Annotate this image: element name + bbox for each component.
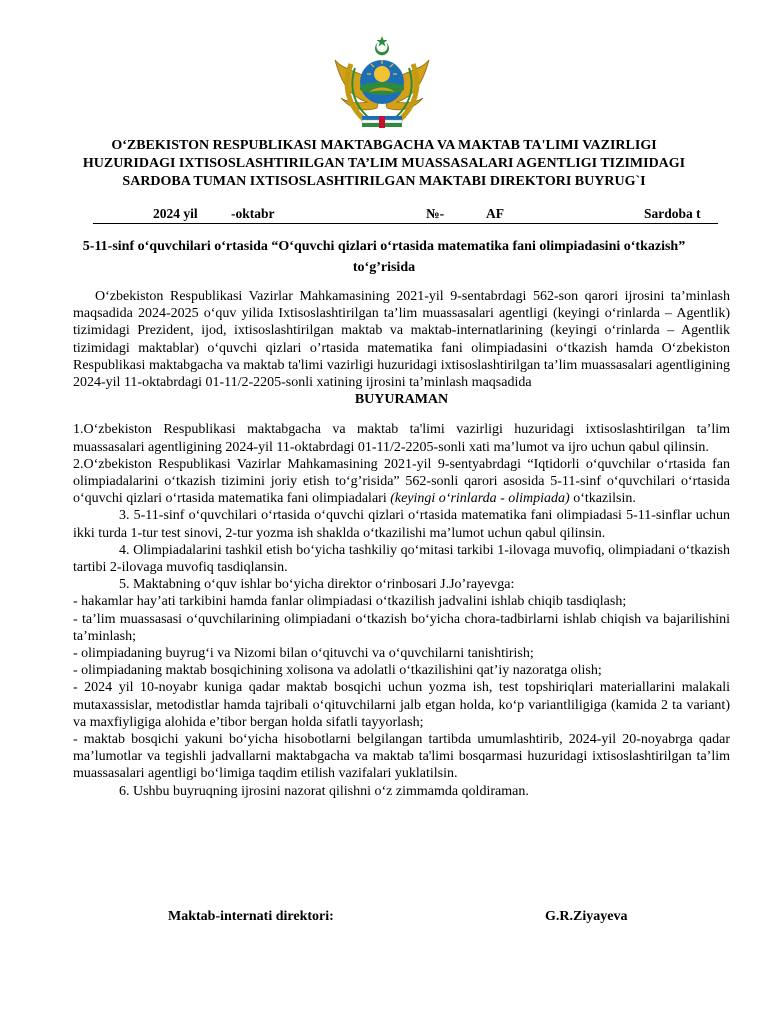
header-line-1: O‘ZBEKISTON RESPUBLIKASI MAKTABGACHA VA MAKTAB TA'LIMI VAZIRLIGI xyxy=(111,138,657,153)
item-5: 5. Maktabning o‘quv ishlar bo‘yicha direktor o‘rinbosari J.Jo’rayevga: xyxy=(119,577,515,593)
order-topic xyxy=(40,236,728,278)
order-word: BUYURAMAN xyxy=(354,392,449,408)
document-header xyxy=(60,137,708,191)
order-body xyxy=(73,288,730,800)
item-6: 6. Ushbu buyruqning ijrosini nazorat qilishni o‘z zimmamda qoldiraman. xyxy=(119,783,529,799)
duty-1: - hakamlar hay’ati tarkibini hamda fanlar olimpiadasi o‘tkazilish jadvalini ishlab chiqib tasdiqlash; xyxy=(73,594,627,610)
header-line-2: HUZURIDAGI IXTISOSLASHTIRILGAN TA’LIM MUASSASALARI AGENTLIGI TIZIMIDAGI xyxy=(82,156,686,171)
order-year: 2024 yil xyxy=(153,206,198,221)
order-number-label: №- xyxy=(426,206,445,221)
order-place: Sardoba t xyxy=(644,206,701,221)
topic-line-2: to‘g’risida xyxy=(352,260,416,275)
duty-3: - olimpiadaning buyrug‘i va Nizomi bilan o‘qituvchi va o‘quvchilarni tanishtirish; xyxy=(73,646,534,662)
item-3: 3. 5-11-sinf o‘quvchilari o‘rtasida o‘quvchi qizlari o‘rtasida matematika fani olimpiadasi 5-11-sinflar uchun ikki turda 1-tur test sinovi, 2-tur yozma ish shaklda o‘tkazilishi ma’lumot uchun qabul qilinsin. xyxy=(73,508,730,541)
order-number-value: AF xyxy=(486,206,504,221)
item-1: 1.O‘zbekiston Respublikasi maktabgacha va maktab ta'limi vazirligi huzuridagi ixtisoslashtirilgan ta’lim muassasalari agentligining 2024-yil 11-oktabrdagi 01-11/2-2205-sonli xati ma’lumot va ijro uchun qabul qilinsin. xyxy=(73,422,730,455)
header-line-3: SARDOBA TUMAN IXTISOSLASHTIRILGAN MAKTABI DIREKTORI BUYRUG`I xyxy=(122,174,646,189)
duty-2: - ta’lim muassasasi o‘quvchilarining olimpiadani o‘tkazish bo‘yicha chora-tadbirlarni ishlab chiqish va bajarilishini ta’minlash; xyxy=(73,611,730,644)
signature-title: Maktab-internati direktori: xyxy=(168,909,334,924)
item-2-italic: (keyingi o‘rinlarda - olimpiada) xyxy=(390,491,570,507)
duty-5: - 2024 yil 10-noyabr kuniga qadar maktab bosqichi uchun yozma ish, test topshiriqlari materiallarini malakali mutaxassislar, metodistlar hamda tajribali o‘qituvchilarni jalb etgan holda, ko‘p variantliligiga (kamida 2 ta variant) va maxfiyligiga alohida e’tibor bergan holda sifatli tayyorlash; xyxy=(73,680,730,730)
duty-4: - olimpiadaning maktab bosqichining xolisona va adolatli o‘tkazilishini qat’iy nazoratga olish; xyxy=(73,663,602,679)
item-4: 4. Olimpiadalarini tashkil etish bo‘yicha tashkiliy qo‘mitasi tarkibi 1-ilovaga muvofiq, olimpiadani o‘tkazish tartibi 2-ilovaga muvofiq tasdiqlansin. xyxy=(73,542,730,576)
signature-name: G.R.Ziyayeva xyxy=(545,909,628,924)
duty-6: - maktab bosqichi yakuni bo‘yicha hisobotlarni belgilangan tartibda umumlashtirib, 2024-yil 20-noyabrga qadar ma’lumotlar va tegishli jadvallarni maktabgacha va maktab ta'limi bosqarmasi huzuridagi ixtisoslashtirilgan ta’lim muassasalari agentligi bo‘limiga taqdim etilish vazifalari yuklatilsin. xyxy=(73,732,730,782)
order-month: -oktabr xyxy=(231,206,275,221)
intro-paragraph: O‘zbekiston Respublikasi Vazirlar Mahkamasining 2021-yil 9-sentabrdagi 562-son qarori ijrosini ta’minlash maqsadida 2024-2025 o‘quv yilida Ixtisoslashtirilgan ta’lim muassasalari agentligi (keyingi o‘rinlarda – Agentlik) tizimidagi Prezident, ijod, ixtisoslashtirilgan maktab va maktab-internatlarining (keyingi o‘rinlarda – Agentlik tizimidagi maktablar) o‘quvchi qizlari o’rtasida matematika fani olimpiadasini o‘tkazish hamda O‘zbekiston Respublikasi maktabgacha va maktab ta'limi vazirligi huzuridagi ixtisoslashtirilgan ta’lim muassasalari agentligining 2024-yil 11-oktabrdagi 01-11/2-2205-sonli xatining ijrosini ta’minlash maqsadida xyxy=(73,289,730,391)
item-2: 2.O‘zbekiston Respublikasi Vazirlar Mahkamasining 2021-yil 9-sentyabrdagi “Iqtidorli o‘quvchilar o‘rtasida fan olimpiadalarini o‘tkazish tizimini joriy etish to‘g’risida” 562-sonli qarori asosida 5-11-sinf o‘quvchilari o‘rtasida o‘quvchi qizlari o‘rtasida matematika fani olimpiadalari (keyingi o‘rinlarda - olimpiada) o‘tkazilsin. xyxy=(73,456,730,507)
order-meta-line xyxy=(93,205,718,224)
topic-line-1: 5-11-sinf o‘quvchilari o‘rtasida “O‘quvchi qizlari o‘rtasida matematika fani olimpiadasini o‘tkazish” xyxy=(82,239,686,254)
state-emblem-icon xyxy=(327,30,437,135)
